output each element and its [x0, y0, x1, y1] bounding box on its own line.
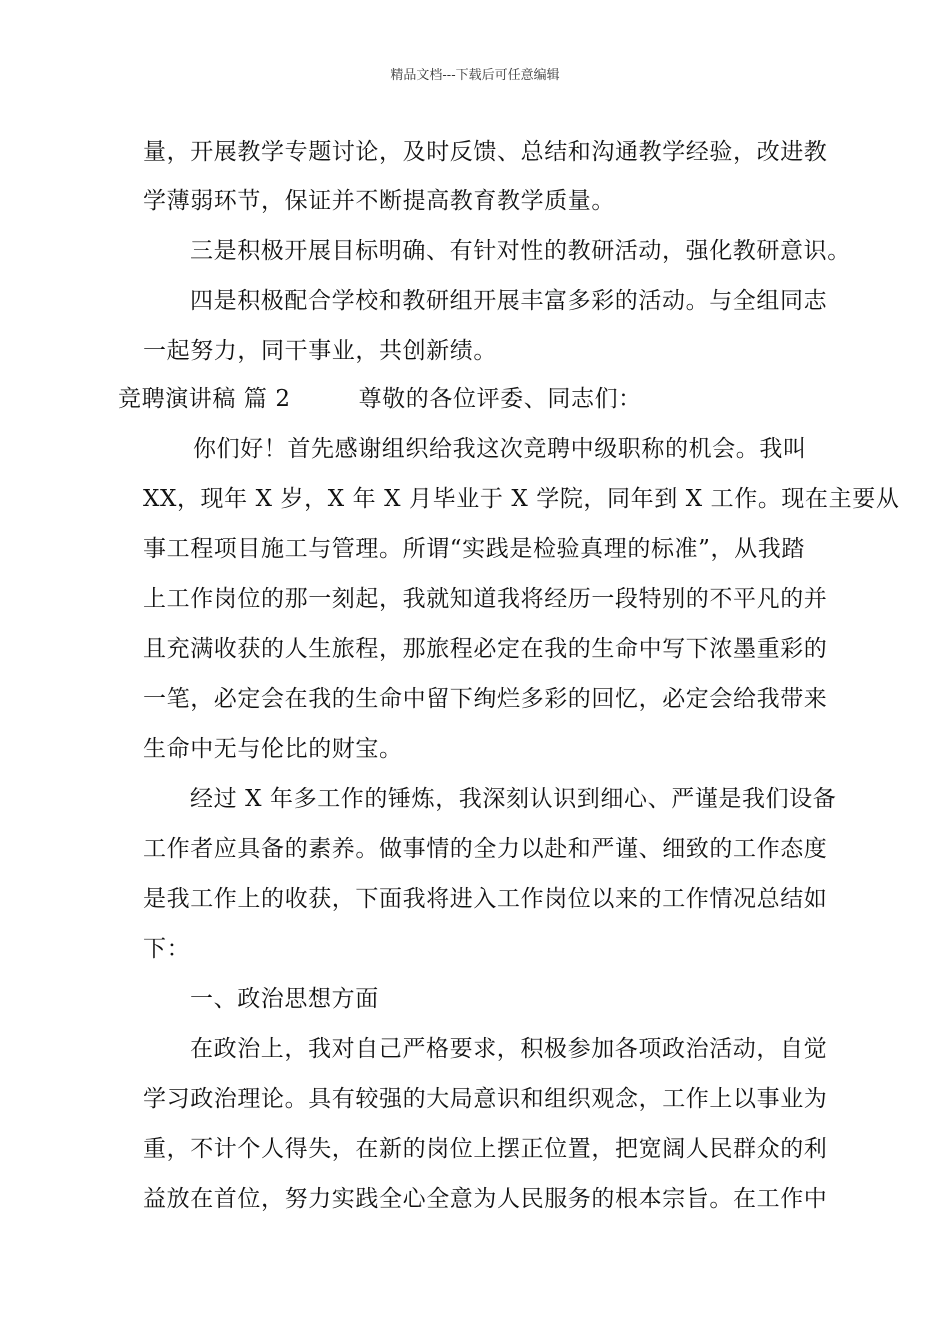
body-line: 上工作岗位的那一刻起，我就知道我将经历一段特别的不平凡的并: [143, 586, 828, 612]
body-line: 生命中无与伦比的财宝。: [143, 736, 403, 762]
page-header: 精品文档---下载后可任意编辑: [390, 68, 560, 83]
body-line: 下：: [143, 936, 191, 962]
body-line: 是我工作上的收获，下面我将进入工作岗位以来的工作情况总结如: [143, 886, 828, 912]
body-line: 你们好！首先感谢组织给我这次竞聘中级职称的机会。我叫: [193, 436, 807, 462]
section-greeting: 尊敬的各位评委、同志们：: [358, 386, 642, 412]
section-heading: [118, 384, 788, 414]
body-line: 三是积极开展目标明确、有针对性的教研活动，强化教研意识。: [190, 238, 851, 264]
body-line: 学薄弱环节，保证并不断提高教育教学质量。: [143, 188, 615, 214]
subsection-heading: 一、政治思想方面: [190, 986, 379, 1012]
body-line: 事工程项目施工与管理。所谓“实践是检验真理的标准”，从我踏: [143, 536, 805, 562]
body-line: 量，开展教学专题讨论，及时反馈、总结和沟通教学经验，改进教: [143, 139, 828, 165]
body-line: 一笔，必定会在我的生命中留下绚烂多彩的回忆，必定会给我带来: [143, 686, 828, 712]
body-line: 学习政治理论。具有较强的大局意识和组织观念，工作上以事业为: [143, 1086, 828, 1112]
body-line: 益放在首位，努力实践全心全意为人民服务的根本宗旨。在工作中: [143, 1186, 828, 1212]
body-line: 工作者应具备的素养。做事情的全力以赴和严谨、细致的工作态度: [143, 836, 828, 862]
body-line: 经过 X 年多工作的锤炼，我深刻认识到细心、严谨是我们设备: [190, 786, 837, 812]
section-title: 竞聘演讲稿 篇 2: [118, 386, 291, 412]
body-line: 在政治上，我对自己严格要求，积极参加各项政治活动，自觉: [190, 1036, 828, 1062]
body-line: XX，现年 X 岁，X 年 X 月毕业于 X 学院，同年到 X 工作。现在主要从: [143, 486, 900, 512]
body-line: 且充满收获的人生旅程，那旅程必定在我的生命中写下浓墨重彩的: [143, 636, 828, 662]
body-line: 一起努力，同干事业，共创新绩。: [143, 338, 497, 364]
body-line: 四是积极配合学校和教研组开展丰富多彩的活动。与全组同志: [190, 288, 828, 314]
body-line: 重，不计个人得失，在新的岗位上摆正位置，把宽阔人民群众的利: [143, 1136, 828, 1162]
